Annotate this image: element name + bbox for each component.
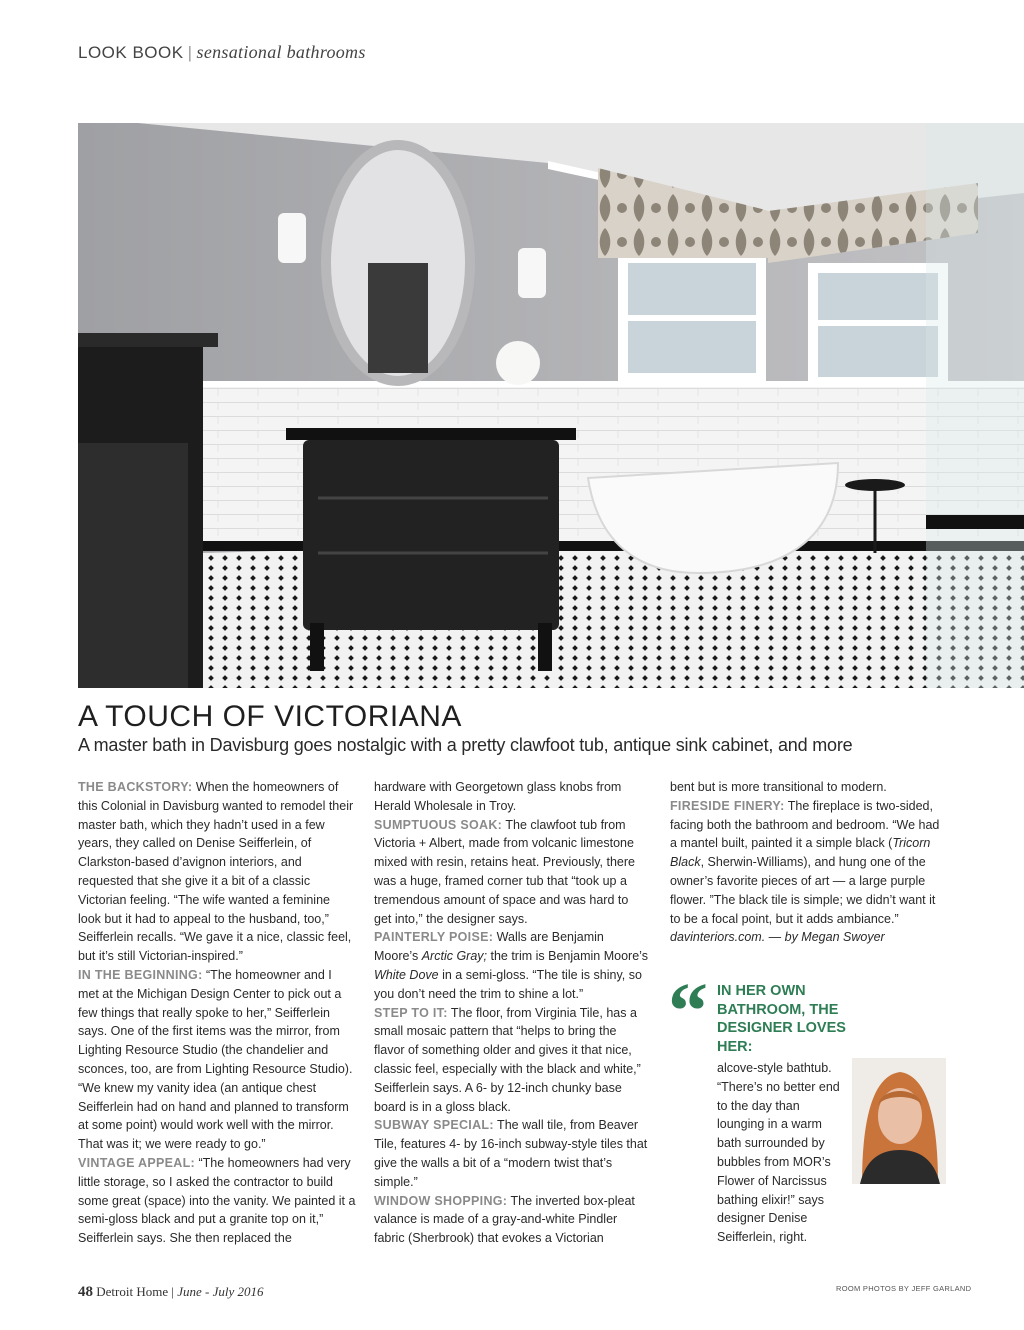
article-subtitle: A master bath in Davisburg goes nostalgic with a pretty clawfoot tub, antique sink cabinet, and more — [78, 735, 853, 755]
article-title: A TOUCH OF VICTORIANA — [78, 700, 462, 733]
body-fireside-2: , Sherwin-Williams), and hung one of the owner’s favorite pieces of art — a large purple flower. ”The black tile is simple; we didn’t want it to be a focal point, but it adds ambiance.” — [670, 855, 936, 926]
pull-quote-heading: IN HER OWN BATHROOM, THE DESIGNER LOVES HER: — [717, 983, 846, 1055]
magazine-name: Detroit Home — [96, 1284, 169, 1299]
header-separator: | — [187, 43, 193, 62]
text-column-1 — [78, 778, 356, 1248]
page-number: 48 — [78, 1284, 93, 1300]
body-poise-2: the trim is Benjamin Moore’s — [487, 949, 648, 964]
paragraph-beginning — [78, 966, 356, 1154]
photo-credit: ROOM PHOTOS BY JEFF GARLAND — [836, 1284, 972, 1293]
bathroom-photo — [78, 123, 1024, 688]
paragraph-step — [374, 1004, 649, 1117]
byline: — by Megan Swoyer — [765, 930, 885, 945]
subhead-window: WINDOW SHOPPING: — [374, 1193, 508, 1208]
paint-color-arctic-gray: Arctic Gray; — [421, 949, 488, 964]
paragraph-continued: hardware with Georgetown glass knobs from Herald Wholesale in Troy. — [374, 780, 622, 813]
designer-portrait-photo — [852, 1058, 946, 1184]
body-backstory: When the homeowners of this Colonial in Davisburg wanted to remodel their master bath, which they hadn’t used in a few years, they called on Denise Seifferlein, of Clarkston-based d’avignon interiors, and requested that she give it a bit of a classic Victorian feeling. “The wife wanted a feminine look but it had to appeal to the husband, too,” Seifferlein recalls. “We gave it a nice, classic feel, but it’s still Victorian-inspired.” — [78, 780, 354, 964]
paragraph-fireside — [670, 797, 948, 947]
body-soak: The clawfoot tub from Victoria + Albert, made from volcanic limestone mixed with resin, retains heat. Previously, there was a huge, framed corner tub that “took up a tremendous amount of space and was hard to get into,” the designer says. — [374, 817, 635, 926]
subhead-beginning: IN THE BEGINNING: — [78, 967, 203, 982]
quote-mark-icon: “ — [668, 968, 708, 1056]
subhead-step: STEP TO IT: — [374, 1005, 448, 1020]
website-link[interactable]: davinteriors.com. — [670, 930, 766, 945]
footer-separator: | — [171, 1284, 174, 1299]
text-column-3 — [670, 778, 948, 947]
subhead-soak: SUMPTUOUS SOAK: — [374, 817, 503, 832]
paragraph-soak — [374, 816, 649, 929]
subhead-subway: SUBWAY SPECIAL: — [374, 1118, 494, 1133]
paragraph-subway — [374, 1116, 649, 1191]
subhead-poise: PAINTERLY POISE: — [374, 930, 494, 945]
pull-quote-text: alcove-style bathtub. “There’s no better end to the day than lounging in a warm bath surrounded by bubbles from MOR’s Flower of Narcissus bathing elixir!” says designer Denise Seifferlein, right. — [717, 1061, 840, 1245]
paragraph-continued-3: bent but is more transitional to modern. — [670, 780, 887, 794]
paragraph-vintage — [78, 1154, 356, 1248]
section-header — [78, 42, 366, 63]
body-beginning: “The homeowner and I met at the Michigan Design Center to pick out a few things that really spoke to her,” Seifferlein says. One of the first items was the mirror, from Lighting Resource Studio (the chandelier and sconces, too, are from Lighting Resource Studio). “We knew my vanity idea (an antique chest Seifferlein had on hand and planned to transform at some point) would work well with the mirror. That was it; we were ready to go.” — [78, 967, 353, 1152]
subhead-backstory: THE BACKSTORY: — [78, 780, 193, 794]
paragraph-poise — [374, 928, 649, 1003]
issue-date: June - July 2016 — [177, 1284, 264, 1299]
body-poise-3: in a semi-gloss. “The tile is shiny, so you don’t need the trim to shine a lot.” — [374, 967, 642, 1001]
subsection-label: sensational bathrooms — [196, 42, 366, 62]
subhead-vintage: VINTAGE APPEAL: — [78, 1155, 196, 1170]
paragraph-window — [374, 1192, 649, 1248]
body-step: The floor, from Virginia Tile, has a small mosaic pattern that “helps to bring the flavor of something older and gives it that nice, classic feel, especially with the black and white,” Seifferlein says. A 6- by 12-inch chunky base board is in a gloss black. — [374, 1005, 641, 1114]
body-poise-1: Walls are Benjamin Moore’s — [374, 930, 604, 964]
subhead-fireside: FIRESIDE FINERY: — [670, 798, 785, 813]
paint-color-tricorn-black: Tricorn Black — [670, 836, 931, 870]
paragraph-backstory — [78, 778, 356, 966]
body-fireside-1: The fireplace is two-sided, facing both the bathroom and bedroom. “We had a mantel built, painted it a simple black ( — [670, 798, 940, 851]
section-label: LOOK BOOK — [78, 43, 184, 62]
text-column-2 — [374, 778, 649, 1248]
page-footer — [78, 1284, 263, 1301]
paint-color-white-dove: White Dove — [374, 967, 439, 982]
body-window: The inverted box-pleat valance is made of a gray-and-white Pindler fabric (Sherbrook) that evokes a Victorian — [374, 1193, 635, 1246]
body-vintage: “The homeowners had very little storage, so I asked the contractor to build some great (space) into the vanity. We painted it a semi-gloss black and put a granite top on it,” Seifferlein says. She then replaced the — [78, 1155, 356, 1246]
body-subway: The wall tile, from Beaver Tile, features 4- by 16-inch subway-style tiles that give the walls a bit of a “modern twist that’s simple.” — [374, 1118, 648, 1189]
